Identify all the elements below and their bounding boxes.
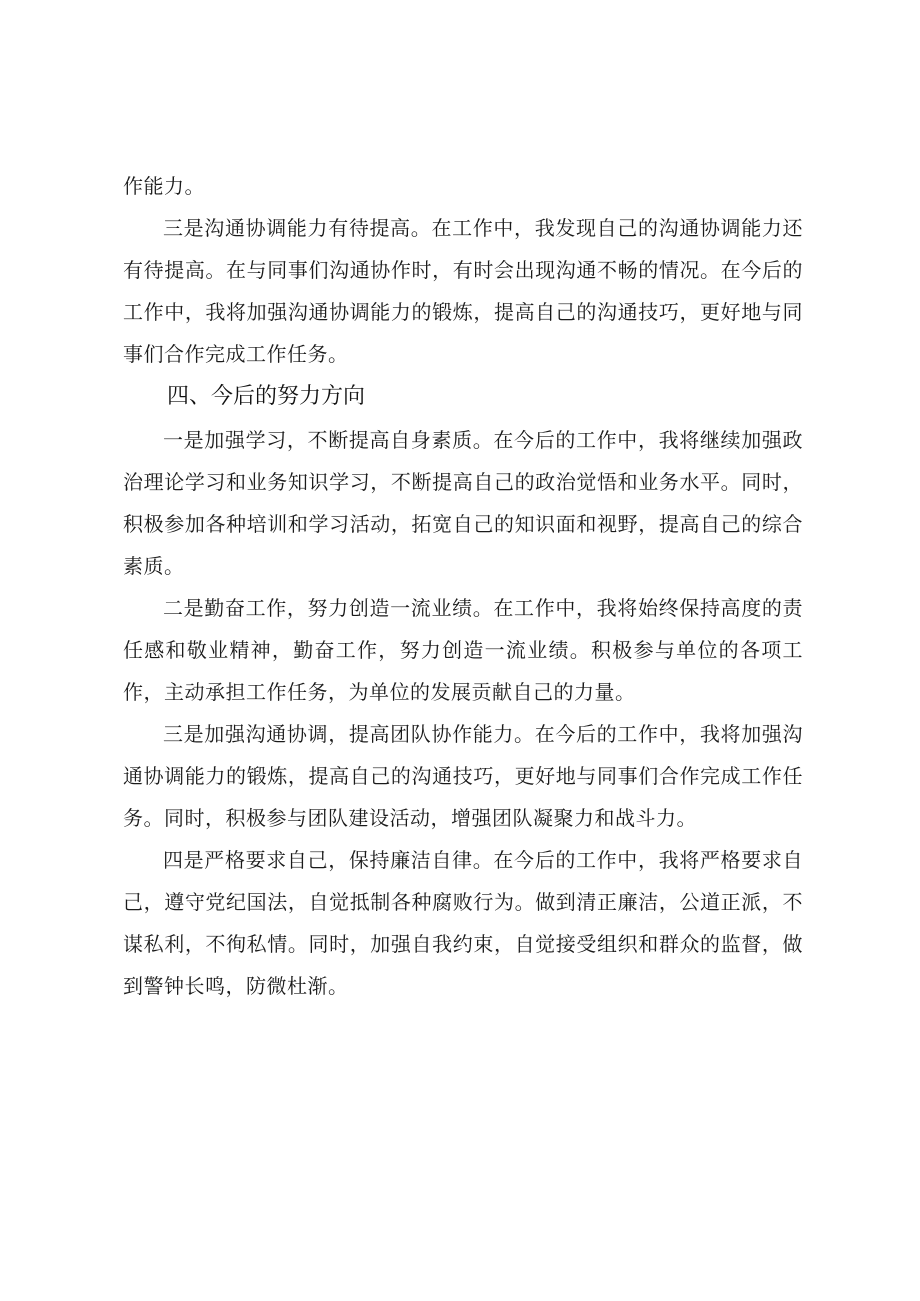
paragraph-goal-study: 一是加强学习，不断提高自身素质。在今后的工作中，我将继续加强政治理论学习和业务知识学习，不断提高自己的政治觉悟和业务水平。同时，积极参加各种培训和学习活动，拓宽自己的知识面和视野，提高自己的综合素质。 [123, 428, 803, 578]
section-heading: 四、今后的努力方向 [167, 384, 366, 409]
paragraph-communication-weakness: 三是沟通协调能力有待提高。在工作中，我发现自己的沟通协调能力还有待提高。在与同事们沟通协作时，有时会出现沟通不畅的情况。在今后的工作中，我将加强沟通协调能力的锻炼，提高自己的沟通技巧，更好地与同事们合作完成工作任务。 [123, 216, 803, 366]
paragraph-goal-integrity: 四是严格要求自己，保持廉洁自律。在今后的工作中，我将严格要求自己，遵守党纪国法，自觉抵制各种腐败行为。做到清正廉洁，公道正派，不谋私利，不徇私情。同时，加强自我约束，自觉接受组织和群众的监督，做到警钟长鸣，防微杜渐。 [123, 848, 803, 998]
paragraph-continuation: 作能力。 [123, 174, 205, 198]
document-body [123, 165, 803, 1007]
paragraph-goal-teamwork: 三是加强沟通协调，提高团队协作能力。在今后的工作中，我将加强沟通协调能力的锻炼，提高自己的沟通技巧，更好地与同事们合作完成工作任务。同时，积极参与团队建设活动，增强团队凝聚力和战斗力。 [123, 722, 803, 830]
paragraph-goal-work: 二是勤奋工作，努力创造一流业绩。在工作中，我将始终保持高度的责任感和敬业精神，勤奋工作，努力创造一流业绩。积极参与单位的各项工作，主动承担工作任务，为单位的发展贡献自己的力量。 [123, 596, 803, 704]
